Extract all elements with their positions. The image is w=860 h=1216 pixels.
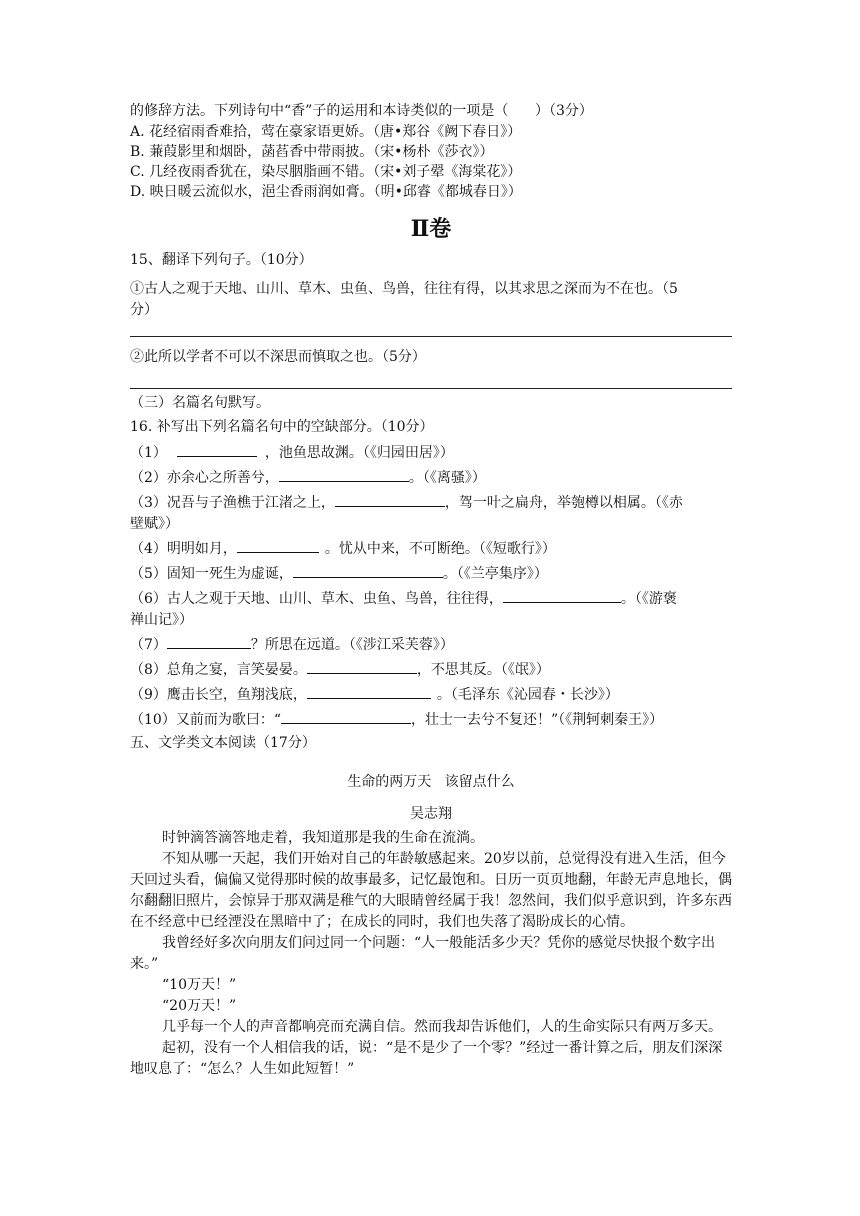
option-d: D. 映日暖云流似水，浥尘香雨润如膏。（明•邱睿《都城春日》） — [130, 184, 522, 200]
fill-item-3: （3）况吾与子渔樵于江渚之上， ，驾一叶之扁舟，举匏樽以相属。（《赤 — [130, 491, 732, 514]
fill-item-2: （2）亦余心之所善兮， 。（《离骚》） — [130, 466, 732, 489]
question-15-sentence-2: ②此所以学者不可以不深思而慎取之也。（5分） — [130, 349, 426, 365]
blank-10[interactable] — [281, 708, 411, 724]
essay-paragraph-7: 起初，没有一个人相信我的话，说：“是不是少了一个零？”经过一番计算之后，朋友们深深地叹息了：“怎么？人生如此短暂！” — [130, 1040, 723, 1077]
answer-line-1[interactable] — [130, 336, 732, 337]
fill-item-7: （7） ？所思在远道。（《涉江采芙蓉》） — [130, 633, 732, 656]
essay-paragraph-3: 我曾经好多次向朋友们问过同一个问题：“人一般能活多少天？凭你的感觉尽快报个数字出来。” — [130, 935, 716, 972]
essay-paragraph-5: “20万天！” — [162, 998, 237, 1014]
fill-item-1: （1） ，池鱼思故渊。（《归园田居》） — [130, 441, 732, 464]
volume-title: Ⅱ卷 — [410, 216, 452, 242]
fill-item-6-cont: 禅山记》） — [130, 612, 193, 628]
blank-5[interactable] — [293, 562, 443, 578]
essay-paragraph-2: 不知从哪一天起，我们开始对自己的年龄敏感起来。20岁以前，总觉得没有进入生活，但今天回过头看，偏偏又觉得那时候的故事最多，记忆最饱和。日历一页页地翻，年龄无声息地长，偶尔翻翻旧照片，会惊异于那双满是稚气的大眼睛曾经属于我！忽然间，我们似乎意识到，许多东西在不经意中已经湮没在黑暗中了；在成长的同时，我们也失落了渴盼成长的心情。 — [130, 851, 732, 930]
fill-item-3-cont: 壁赋》） — [130, 516, 179, 532]
essay-paragraph-6: 几乎每一个人的声音都响亮而充满自信。然而我却告诉他们，人的生命实际只有两万多天。 — [162, 1019, 722, 1035]
question-15-sentence-1-cont: 分） — [130, 302, 158, 318]
blank-8[interactable] — [307, 658, 417, 674]
essay-paragraph-4: “10万天！” — [162, 977, 237, 993]
blank-1[interactable] — [177, 441, 257, 457]
option-c: C. 几经夜雨香犹在，染尽胭脂画不错。（宋•刘子翚《海棠花》） — [130, 164, 522, 180]
option-a: A. 花经宿雨香难拾，莺在豪家语更娇。（唐•郑谷《阙下春日》） — [130, 124, 522, 140]
exam-page — [130, 101, 732, 1080]
fill-item-8: （8）总角之宴，言笑晏晏。 ，不思其反。（《氓》） — [130, 658, 732, 681]
question-15-title: 15、翻译下列句子。（10分） — [130, 252, 313, 268]
section-5-heading: 五、文学类文本阅读（17分） — [130, 735, 316, 751]
fill-item-4: （4）明明如月， 。忧从中来，不可断绝。（《短歌行》） — [130, 537, 732, 560]
essay-title: 生命的两万天 该留点什么 — [347, 774, 515, 790]
blank-3[interactable] — [335, 491, 445, 507]
fill-item-10: （10）又前而为歌曰：“ ，壮士一去兮不复还！”（《荆轲刺秦王》） — [130, 708, 732, 731]
essay-paragraph-1: 时钟滴答滴答地走着，我知道那是我的生命在流淌。 — [162, 830, 484, 846]
blank-7[interactable] — [167, 633, 251, 649]
fill-item-5: （5）固知一死生为虚诞， 。（《兰亭集序》） — [130, 562, 732, 585]
question-16-title: 16. 补写出下列名篇名句中的空缺部分。（10分） — [130, 419, 434, 435]
blank-2[interactable] — [279, 466, 409, 482]
blank-6[interactable] — [503, 587, 621, 603]
section-3-heading: （三）名篇名句默写。 — [130, 395, 270, 411]
option-b: B. 蒹葭影里和烟卧，菡萏香中带雨披。（宋•杨朴《莎衣》） — [130, 144, 494, 160]
essay-author: 吴志翔 — [410, 806, 452, 822]
blank-9[interactable] — [307, 683, 431, 699]
answer-line-2[interactable] — [130, 388, 732, 389]
question-15-sentence-1: ①古人之观于天地、山川、草木、虫鱼、鸟兽，往往有得，以其求思之深而为不在也。（5 — [130, 281, 678, 297]
fill-item-9: （9）鹰击长空，鱼翔浅底， 。（毛泽东《沁园春・长沙》） — [130, 683, 732, 706]
fill-item-6: （6）古人之观于天地、山川、草木、虫鱼、鸟兽，往往得， 。（《游褒 — [130, 587, 732, 610]
question-14-stem: 的修辞方法。下列诗句中“香”子的运用和本诗类似的一项是（ ）（3分） — [130, 103, 593, 119]
blank-4[interactable] — [237, 537, 319, 553]
